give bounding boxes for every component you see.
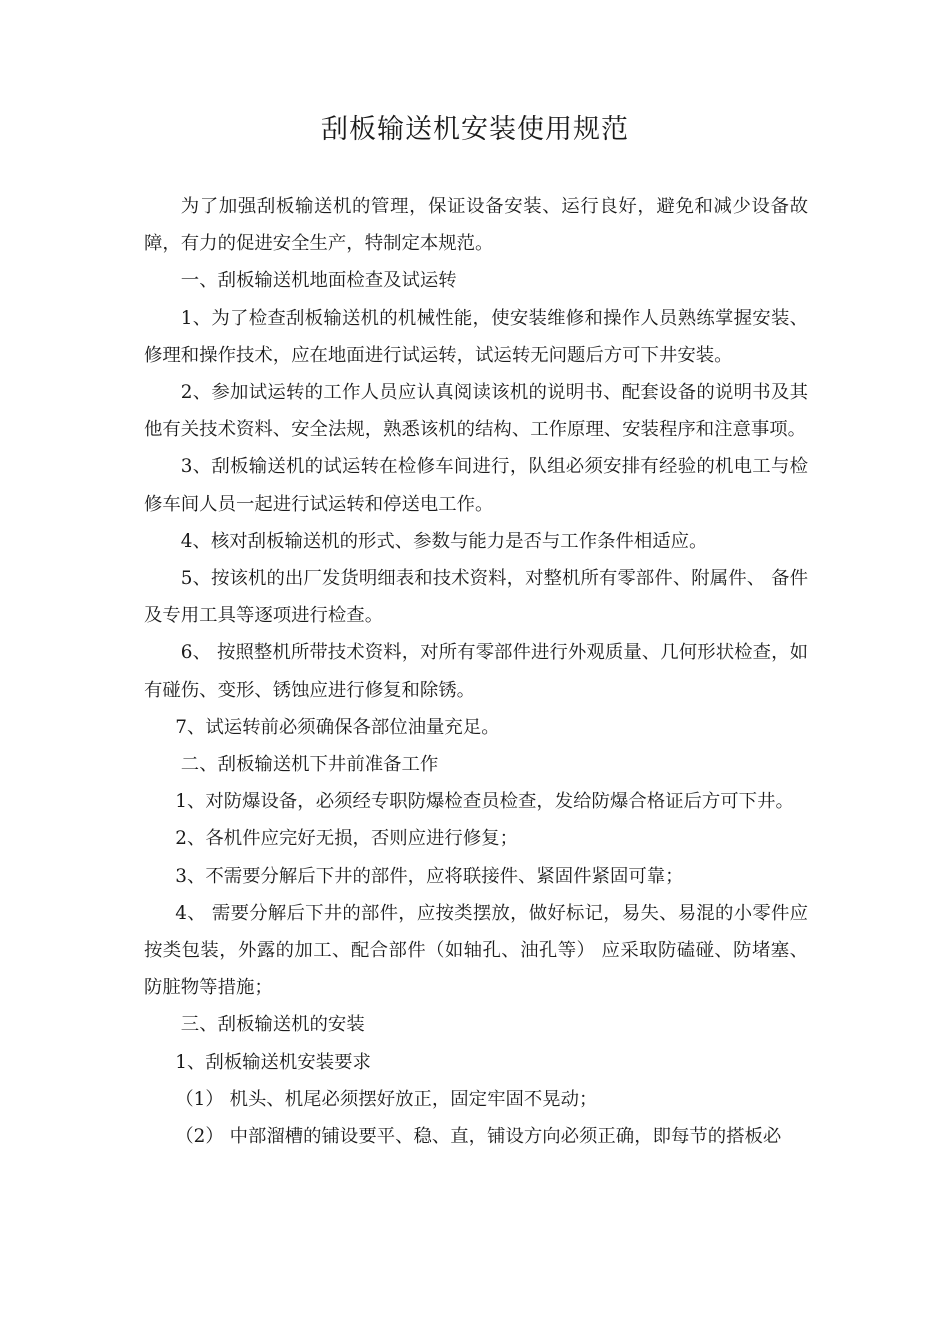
section-1-item-4: 4、核对刮板输送机的形式、参数与能力是否与工作条件相适应。: [180, 530, 708, 552]
section-3-subitem-2: （2） 中部溜槽的铺设要平、稳、直，铺设方向必须正确，即每节的搭板必: [175, 1126, 782, 1148]
section-1-item-3: 3、刮板输送机的试运转在检修车间进行，队组必须安排有经验的机电工与检修车间人员一起进行试运转和停送电工作。: [144, 456, 808, 515]
page-title: 刮板输送机安装使用规范: [321, 114, 629, 145]
section-heading-3: 三、刮板输送机的安装: [180, 1014, 365, 1036]
section-2-item-3: 3、不需要分解后下井的部件，应将联接件、紧固件紧固可靠；: [175, 865, 684, 887]
section-1-item-1: 1、为了检查刮板输送机的机械性能，使安装维修和操作人员熟练掌握安装、修理和操作技术，应在地面进行试运转，试运转无问题后方可下井安装。: [144, 307, 808, 366]
section-1-item-6: 6、 按照整机所带技术资料，对所有零部件进行外观质量、几何形状检查，如有碰伤、变形、锈蚀应进行修复和除锈。: [144, 642, 808, 701]
section-2-item-1: 1、对防爆设备，必须经专职防爆检查员检查，发给防爆合格证后方可下井。: [175, 791, 794, 813]
document-body: [144, 188, 808, 1155]
section-2-item-4: 4、 需要分解后下井的部件，应按类摆放，做好标记，易失、易混的小零件应按类包装，外露的加工、配合部件（如轴孔、油孔等） 应采取防磕碰、防堵塞、防脏物等措施；: [144, 902, 808, 999]
section-2-item-2: 2、各机件应完好无损，否则应进行修复；: [175, 828, 518, 850]
section-heading-1: 一、刮板输送机地面检查及试运转: [180, 270, 457, 292]
section-3-subitem-1: （1） 机头、机尾必须摆好放正，固定牢固不晃动；: [175, 1088, 598, 1110]
section-1-item-7: 7、试运转前必须确保各部位油量充足。: [175, 716, 500, 738]
section-3-item-1: 1、刮板输送机安装要求: [175, 1051, 371, 1073]
intro-paragraph: 为了加强刮板输送机的管理，保证设备安装、运行良好，避免和减少设备故障，有力的促进安全生产，特制定本规范。: [144, 196, 808, 255]
section-heading-2: 二、刮板输送机下井前准备工作: [180, 754, 439, 776]
section-1-item-2: 2、参加试运转的工作人员应认真阅读该机的说明书、配套设备的说明书及其他有关技术资料、安全法规，熟悉该机的结构、工作原理、安装程序和注意事项。: [144, 382, 808, 441]
section-1-item-5: 5、按该机的出厂发货明细表和技术资料，对整机所有零部件、附属件、 备件及专用工具等逐项进行检查。: [144, 568, 808, 627]
